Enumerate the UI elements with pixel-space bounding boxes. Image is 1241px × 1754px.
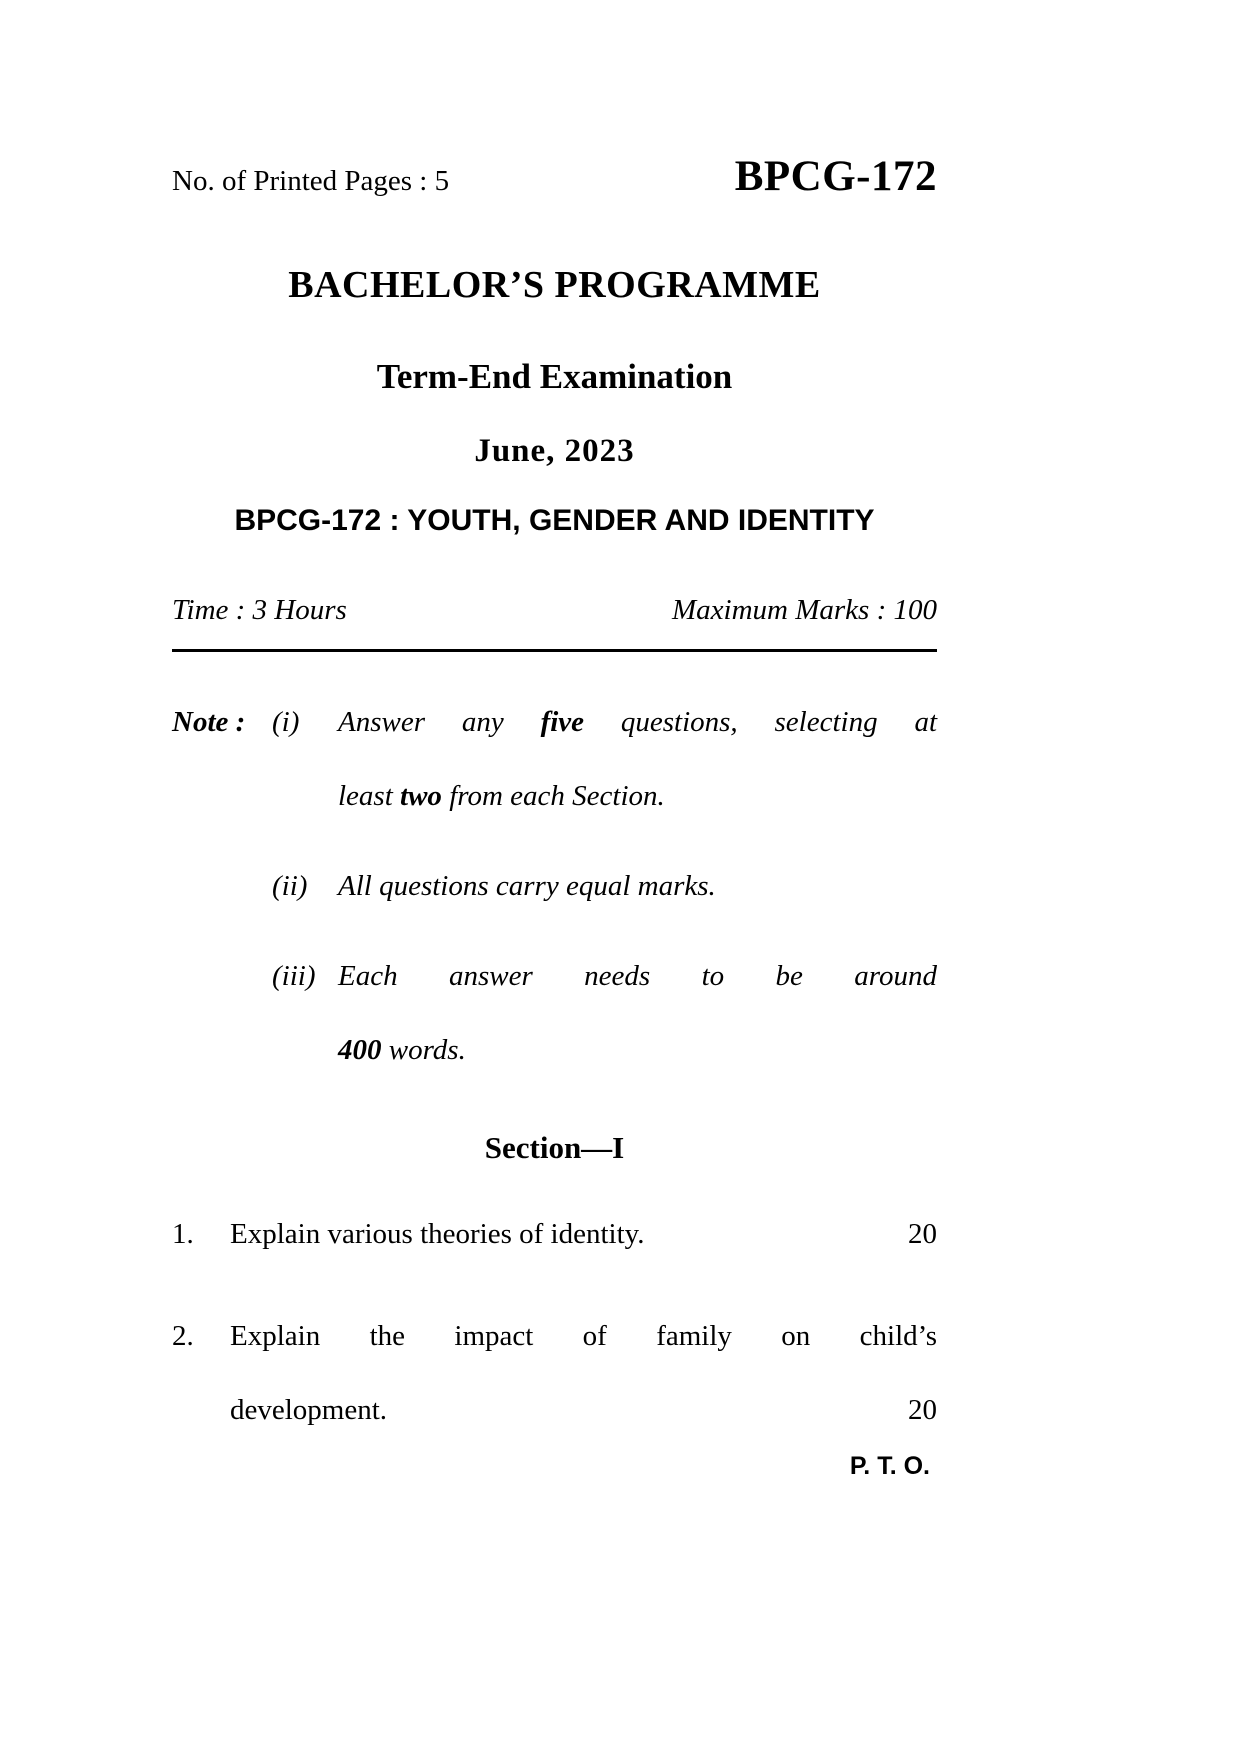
question-marks: 20	[908, 1393, 937, 1426]
note-label-spacer	[172, 940, 272, 1088]
note-item-number: (ii)	[272, 869, 308, 902]
question-body	[230, 1198, 937, 1272]
note-item-2	[172, 850, 937, 924]
question-marks: 20	[908, 1217, 937, 1250]
note-item-1	[172, 686, 937, 834]
note-line	[338, 760, 937, 834]
text-segment-bold: two	[400, 779, 442, 812]
note-item-text	[338, 850, 937, 924]
note-item-text	[338, 686, 937, 834]
paper-code: BPCG-172	[734, 153, 937, 200]
note-line	[338, 850, 937, 924]
page-content	[172, 0, 937, 1448]
question-text: Explain various theories of identity.	[230, 1217, 645, 1250]
programme-title: BACHELOR’S PROGRAMME	[288, 264, 821, 306]
question-body	[230, 1300, 937, 1448]
text-segment: from each Section.	[449, 779, 665, 812]
course-title: BPCG-172 : YOUTH, GENDER AND IDENTITY	[234, 504, 875, 537]
question-text: development.	[230, 1393, 388, 1426]
exam-info-row	[172, 594, 937, 627]
text-segment: Each answer needs to be around	[338, 959, 937, 992]
question-line	[230, 1198, 937, 1272]
note-label-spacer	[172, 850, 272, 924]
note-block	[172, 686, 937, 1088]
text-segment: least	[338, 779, 393, 812]
question-line	[230, 1374, 937, 1448]
note-item-number: (i)	[272, 706, 300, 738]
horizontal-rule	[172, 649, 937, 652]
text-segment: All questions carry equal marks.	[338, 869, 716, 902]
question-2	[172, 1300, 937, 1448]
note-label: Note :	[172, 706, 246, 738]
printed-pages-note: No. of Printed Pages : 5	[172, 165, 450, 197]
text-segment: questions, selecting at	[620, 706, 937, 738]
text-segment: words.	[388, 1033, 466, 1066]
text-segment: Answer any	[338, 706, 504, 738]
note-line	[338, 686, 937, 760]
exam-date: June, 2023	[474, 433, 635, 469]
question-text: Explain the impact of family on child’s	[230, 1319, 937, 1352]
note-item-number: (iii)	[272, 959, 316, 992]
question-number: 1.	[172, 1217, 194, 1250]
section-1-heading: Section—I	[484, 1129, 625, 1165]
note-item-3	[172, 940, 937, 1088]
page-header	[172, 152, 937, 201]
question-number: 2.	[172, 1319, 194, 1352]
pto-footer: P. T. O.	[849, 1452, 930, 1480]
note-item-text	[338, 940, 937, 1088]
note-line	[338, 1014, 937, 1088]
maximum-marks: Maximum Marks : 100	[672, 594, 937, 626]
question-line	[230, 1300, 937, 1374]
question-1	[172, 1198, 937, 1272]
exam-title: Term-End Examination	[376, 357, 733, 396]
note-line	[338, 940, 937, 1014]
text-segment-bold: five	[540, 706, 585, 738]
text-segment-bold: 400	[338, 1033, 382, 1066]
time-allowed: Time : 3 Hours	[172, 594, 347, 626]
